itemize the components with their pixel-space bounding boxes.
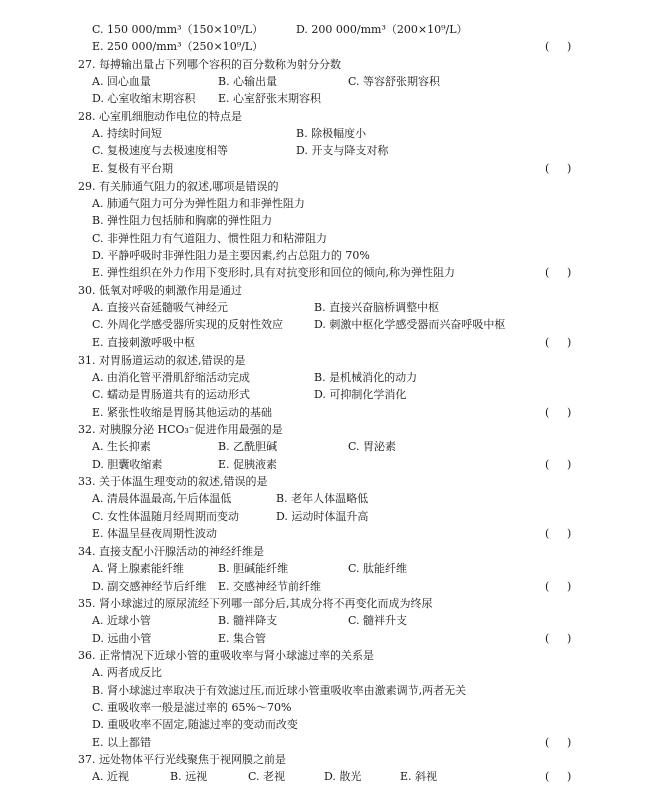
option: A. 直接兴奋延髓吸气神经元 bbox=[92, 301, 228, 314]
option: D. 200 000/mm³（200×10⁹/L） bbox=[296, 23, 468, 36]
option: A. 肾上腺素能纤维 bbox=[92, 562, 184, 575]
option: B. 髓袢降支 bbox=[218, 614, 278, 627]
option-row bbox=[0, 612, 653, 629]
option: A. 近球小管 bbox=[92, 614, 151, 627]
option: C. 非弹性阻力有气道阻力、惯性阻力和粘滞阻力 bbox=[92, 232, 328, 245]
option-row bbox=[0, 578, 653, 595]
option-row bbox=[0, 456, 653, 473]
answer-blank[interactable]: ( ) bbox=[545, 736, 572, 749]
option: D. 远曲小管 bbox=[92, 632, 152, 645]
question-stem: 31. 对胃肠道运动的叙述,错误的是 bbox=[78, 354, 246, 367]
option-row bbox=[0, 404, 653, 421]
option-row bbox=[0, 560, 653, 577]
option-row bbox=[0, 664, 653, 681]
option: D. 刺激中枢化学感受器而兴奋呼吸中枢 bbox=[314, 318, 506, 331]
question-stem: 30. 低氧对呼吸的刺激作用是通过 bbox=[78, 284, 242, 297]
option: D. 胆囊收缩素 bbox=[92, 458, 163, 471]
answer-blank[interactable]: ( ) bbox=[545, 40, 572, 53]
option: A. 近视 bbox=[92, 770, 129, 783]
answer-blank[interactable]: ( ) bbox=[545, 770, 572, 783]
option: D. 开支与降支对称 bbox=[296, 144, 389, 157]
option: E. 以上都错 bbox=[92, 736, 152, 749]
option: A. 清晨体温最高,午后体温低 bbox=[92, 492, 232, 505]
option-row bbox=[0, 334, 653, 351]
question-stem: 34. 直接支配小汗腺活动的神经纤维是 bbox=[78, 545, 264, 558]
option: C. 髓袢升支 bbox=[348, 614, 408, 627]
option: E. 集合管 bbox=[218, 632, 267, 645]
option-row bbox=[0, 525, 653, 542]
option: E. 体温呈昼夜周期性波动 bbox=[92, 527, 218, 540]
option-row bbox=[0, 195, 653, 212]
answer-blank[interactable]: ( ) bbox=[545, 632, 572, 645]
option: E. 交感神经节前纤维 bbox=[218, 580, 322, 593]
option: A. 由消化管平滑肌舒缩活动完成 bbox=[92, 371, 250, 384]
option-row bbox=[0, 73, 653, 90]
option: B. 心输出量 bbox=[218, 75, 278, 88]
option-row bbox=[0, 125, 653, 142]
option-row bbox=[0, 682, 653, 699]
option-row bbox=[0, 699, 653, 716]
option-row bbox=[0, 369, 653, 386]
question-stem: 37. 远处物体平行光线聚焦于视网膜之前是 bbox=[78, 753, 286, 766]
option: B. 弹性阻力包括肺和胸廓的弹性阻力 bbox=[92, 214, 273, 227]
option: D. 运动时体温升高 bbox=[276, 510, 369, 523]
option-row bbox=[0, 386, 653, 403]
option-row bbox=[0, 630, 653, 647]
option: E. 促胰液素 bbox=[218, 458, 278, 471]
option: B. 直接兴奋脑桥调整中枢 bbox=[314, 301, 440, 314]
option: C. 等容舒张期容积 bbox=[348, 75, 441, 88]
answer-blank[interactable]: ( ) bbox=[545, 527, 572, 540]
option: A. 回心血量 bbox=[92, 75, 151, 88]
option: C. 肽能纤维 bbox=[348, 562, 408, 575]
question-stem: 33. 关于体温生理变动的叙述,错误的是 bbox=[78, 475, 268, 488]
option-row bbox=[0, 264, 653, 281]
option: D. 心室收缩末期容积 bbox=[92, 92, 196, 105]
question-stem: 32. 对胰腺分泌 HCO₃⁻促进作用最强的是 bbox=[78, 423, 283, 436]
option-row bbox=[0, 299, 653, 316]
option: A. 两者成反比 bbox=[92, 666, 162, 679]
option-row bbox=[0, 716, 653, 733]
question-stem: 28. 心室肌细胞动作电位的特点是 bbox=[78, 110, 242, 123]
question-stem: 27. 每搏输出量占下列哪个容积的百分数称为射分分数 bbox=[78, 58, 341, 71]
option: B. 是机械消化的动力 bbox=[314, 371, 418, 384]
option-row bbox=[0, 38, 653, 55]
option: C. 重吸收率一般是滤过率的 65%～70% bbox=[92, 701, 292, 714]
option-row bbox=[0, 212, 653, 229]
option-row bbox=[0, 142, 653, 159]
option: C. 150 000/mm³（150×10⁹/L） bbox=[92, 23, 264, 36]
option: B. 除极幅度小 bbox=[296, 127, 367, 140]
option: D. 可抑制化学消化 bbox=[314, 388, 407, 401]
answer-blank[interactable]: ( ) bbox=[545, 336, 572, 349]
option: D. 重吸收率不固定,随滤过率的变动而改变 bbox=[92, 718, 298, 731]
option-row bbox=[0, 438, 653, 455]
option-row bbox=[0, 247, 653, 264]
option: B. 远视 bbox=[170, 770, 208, 783]
answer-blank[interactable]: ( ) bbox=[545, 162, 572, 175]
option: B. 老年人体温略低 bbox=[276, 492, 369, 505]
option: C. 老视 bbox=[248, 770, 286, 783]
question-stem: 35. 肾小球滤过的原尿流经下列哪一部分后,其成分将不再变化而成为终尿 bbox=[78, 597, 433, 610]
option: C. 外周化学感受器所实现的反射性效应 bbox=[92, 318, 284, 331]
answer-blank[interactable]: ( ) bbox=[545, 266, 572, 279]
option: D. 副交感神经节后纤维 bbox=[92, 580, 207, 593]
option: B. 乙酰胆碱 bbox=[218, 440, 278, 453]
option: E. 复极有平台期 bbox=[92, 162, 174, 175]
option-row bbox=[0, 90, 653, 107]
option-row bbox=[0, 230, 653, 247]
option: B. 肾小球滤过率取决于有效滤过压,而近球小管重吸收率由激素调节,两者无关 bbox=[92, 684, 467, 697]
option: A. 肺通气阻力可分为弹性阻力和非弹性阻力 bbox=[92, 197, 305, 210]
option: A. 生长抑素 bbox=[92, 440, 151, 453]
option: E. 弹性组织在外力作用下变形时,具有对抗变形和回位的倾向,称为弹性阻力 bbox=[92, 266, 456, 279]
option: E. 250 000/mm³（250×10⁹/L） bbox=[92, 40, 264, 53]
option: C. 胃泌素 bbox=[348, 440, 397, 453]
question-stem: 29. 有关肺通气阻力的叙述,哪项是错误的 bbox=[78, 180, 279, 193]
option: C. 蠕动是胃肠道共有的运动形式 bbox=[92, 388, 251, 401]
option: B. 胆碱能纤维 bbox=[218, 562, 289, 575]
option: E. 紧张性收缩是胃肠其他运动的基础 bbox=[92, 406, 273, 419]
option-row bbox=[0, 160, 653, 177]
answer-blank[interactable]: ( ) bbox=[545, 580, 572, 593]
answer-blank[interactable]: ( ) bbox=[545, 406, 572, 419]
option-row bbox=[0, 316, 653, 333]
option: E. 直接刺激呼吸中枢 bbox=[92, 336, 196, 349]
option: E. 斜视 bbox=[400, 770, 438, 783]
option-row bbox=[0, 734, 653, 751]
option: A. 持续时间短 bbox=[92, 127, 162, 140]
option: E. 心室舒张末期容积 bbox=[218, 92, 322, 105]
option-row bbox=[0, 508, 653, 525]
option: C. 女性体温随月经周期而变动 bbox=[92, 510, 240, 523]
option-row bbox=[0, 768, 653, 785]
option-row bbox=[0, 490, 653, 507]
option: D. 散光 bbox=[324, 770, 362, 783]
option-row bbox=[0, 21, 653, 38]
option: D. 平静呼吸时非弹性阻力是主要因素,约占总阻力的 70% bbox=[92, 249, 370, 262]
answer-blank[interactable]: ( ) bbox=[545, 458, 572, 471]
question-stem: 36. 正常情况下近球小管的重吸收率与肾小球滤过率的关系是 bbox=[78, 649, 374, 662]
option: C. 复极速度与去极速度相等 bbox=[92, 144, 229, 157]
